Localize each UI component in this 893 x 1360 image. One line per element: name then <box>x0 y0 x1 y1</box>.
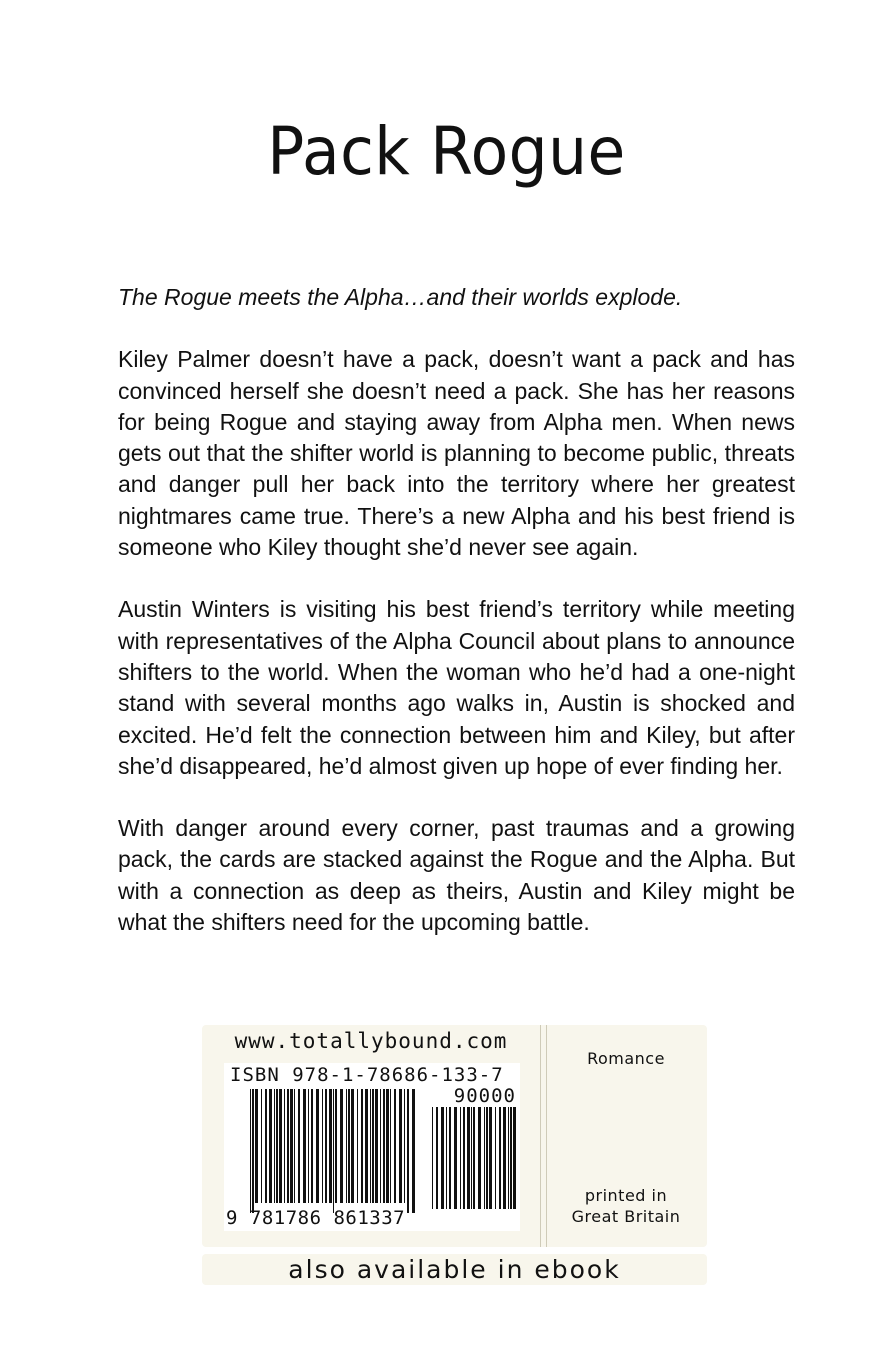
barcode-bar <box>390 1089 391 1203</box>
barcode-bar <box>303 1089 306 1203</box>
barcode-bar <box>290 1089 293 1203</box>
barcode-bar <box>404 1089 405 1203</box>
barcode-bar <box>407 1089 409 1213</box>
barcode-bar <box>265 1089 267 1203</box>
barcode-bar <box>375 1089 378 1203</box>
barcode-bar <box>276 1089 278 1203</box>
blurb-paragraph-3: With danger around every corner, past traumas and a growing pack, the cards are stacked against the Rogue and the Alpha. But with a connection as deep as theirs, Austin and Kiley might be what the shifters need for the upcoming battle. <box>118 815 795 936</box>
barcode-bar <box>365 1089 368 1203</box>
barcode-bar <box>412 1089 415 1213</box>
printed-line-2: Great Britain <box>571 1207 681 1226</box>
ebook-banner: also available in ebook <box>202 1254 707 1285</box>
barcode-bar <box>478 1107 481 1209</box>
barcode-bar <box>510 1107 512 1209</box>
barcode-bar <box>261 1089 262 1203</box>
barcode-bar <box>473 1107 475 1209</box>
barcode-bar <box>454 1107 457 1209</box>
barcode-bar <box>274 1089 275 1203</box>
barcode-bar <box>446 1107 447 1209</box>
barcode-bar <box>499 1107 501 1209</box>
barcode-bar <box>269 1089 272 1203</box>
blurb-paragraph-1: Kiley Palmer doesn’t have a pack, doesn’t want a pack and has convinced herself she doesn’t need a pack. She has her reasons for being Rogue and staying away from Alpha men. When news gets out that the shifter world is planning to become public, threats and danger pull her back into the territory where her greatest nightmares came true. There’s a new Alpha and his best friend is someone who Kiley thought she’d never see again. <box>118 346 795 561</box>
isbn-label: ISBN 978-1-78686-133-7 <box>230 1064 504 1086</box>
genre-label: Romance <box>587 1049 665 1068</box>
barcode-bar <box>471 1107 472 1209</box>
barcode-bar <box>484 1107 485 1209</box>
barcode-bar <box>383 1089 385 1203</box>
barcode-bar <box>449 1107 451 1209</box>
barcode-bar <box>294 1089 295 1203</box>
barcode-bar <box>463 1107 465 1209</box>
barcode-bar <box>335 1089 337 1203</box>
barcode-bar <box>495 1107 496 1209</box>
barcode-bar <box>316 1089 319 1203</box>
barcode-bar <box>287 1089 289 1203</box>
tagline: The Rogue meets the Alpha…and their worlds explode. <box>118 284 683 310</box>
ean-digits: 9 781786 861337 <box>226 1207 406 1229</box>
blurb <box>118 282 795 969</box>
printed-in-label <box>545 1185 707 1227</box>
blurb-paragraph-2: Austin Winters is visiting his best friend’s territory while meeting with representatives of the Alpha Council about plans to announce shifters to the world. When the woman who he’d had a one-night stand with several months ago walks in, Austin is shocked and excited. He’d felt the connection between him and Kiley, but after she’d disappeared, he’d almost given up hope of ever finding her. <box>118 596 795 779</box>
barcode-bar <box>503 1107 506 1209</box>
barcode-bar <box>284 1089 285 1203</box>
barcode-bar <box>467 1107 470 1209</box>
barcode-bar <box>351 1089 354 1203</box>
barcode-bar <box>380 1089 381 1203</box>
barcode-bar <box>308 1089 309 1203</box>
barcode-bar <box>394 1089 396 1203</box>
barcode-bar <box>513 1107 516 1209</box>
barcode-bar <box>372 1089 374 1203</box>
barcode-bar <box>252 1089 254 1213</box>
barcode-bar <box>340 1089 343 1203</box>
barcode-bar <box>386 1089 389 1203</box>
barcode-box <box>224 1063 520 1231</box>
addon-code: 90000 <box>453 1085 516 1107</box>
barcode-bar <box>255 1089 258 1203</box>
barcode-bar <box>361 1089 363 1203</box>
barcode-bar <box>329 1089 332 1203</box>
barcode-bar <box>325 1089 327 1203</box>
book-title: Pack Rogue <box>267 113 626 190</box>
barcode-bar <box>508 1107 509 1209</box>
barcode-bar <box>250 1089 251 1213</box>
publisher-website: www.totallybound.com <box>234 1029 508 1053</box>
barcode-bar <box>357 1089 358 1203</box>
barcode-bar <box>486 1107 488 1209</box>
barcode-bar <box>489 1107 492 1209</box>
barcode-bar <box>311 1089 313 1203</box>
barcode-panel <box>202 1025 707 1247</box>
barcode-bar <box>399 1089 402 1203</box>
printed-line-1: printed in <box>584 1186 668 1205</box>
barcode-bar <box>346 1089 347 1203</box>
barcode-bar <box>460 1107 461 1209</box>
barcode-bar <box>441 1107 444 1209</box>
barcode-bar <box>370 1089 371 1203</box>
barcode-bar <box>279 1089 282 1203</box>
barcode-bar <box>348 1089 350 1203</box>
barcode-bar <box>298 1089 300 1203</box>
barcode-bar <box>333 1089 334 1213</box>
barcode-bar <box>322 1089 323 1203</box>
barcode-bar <box>436 1107 438 1209</box>
barcode-bar <box>432 1107 433 1209</box>
